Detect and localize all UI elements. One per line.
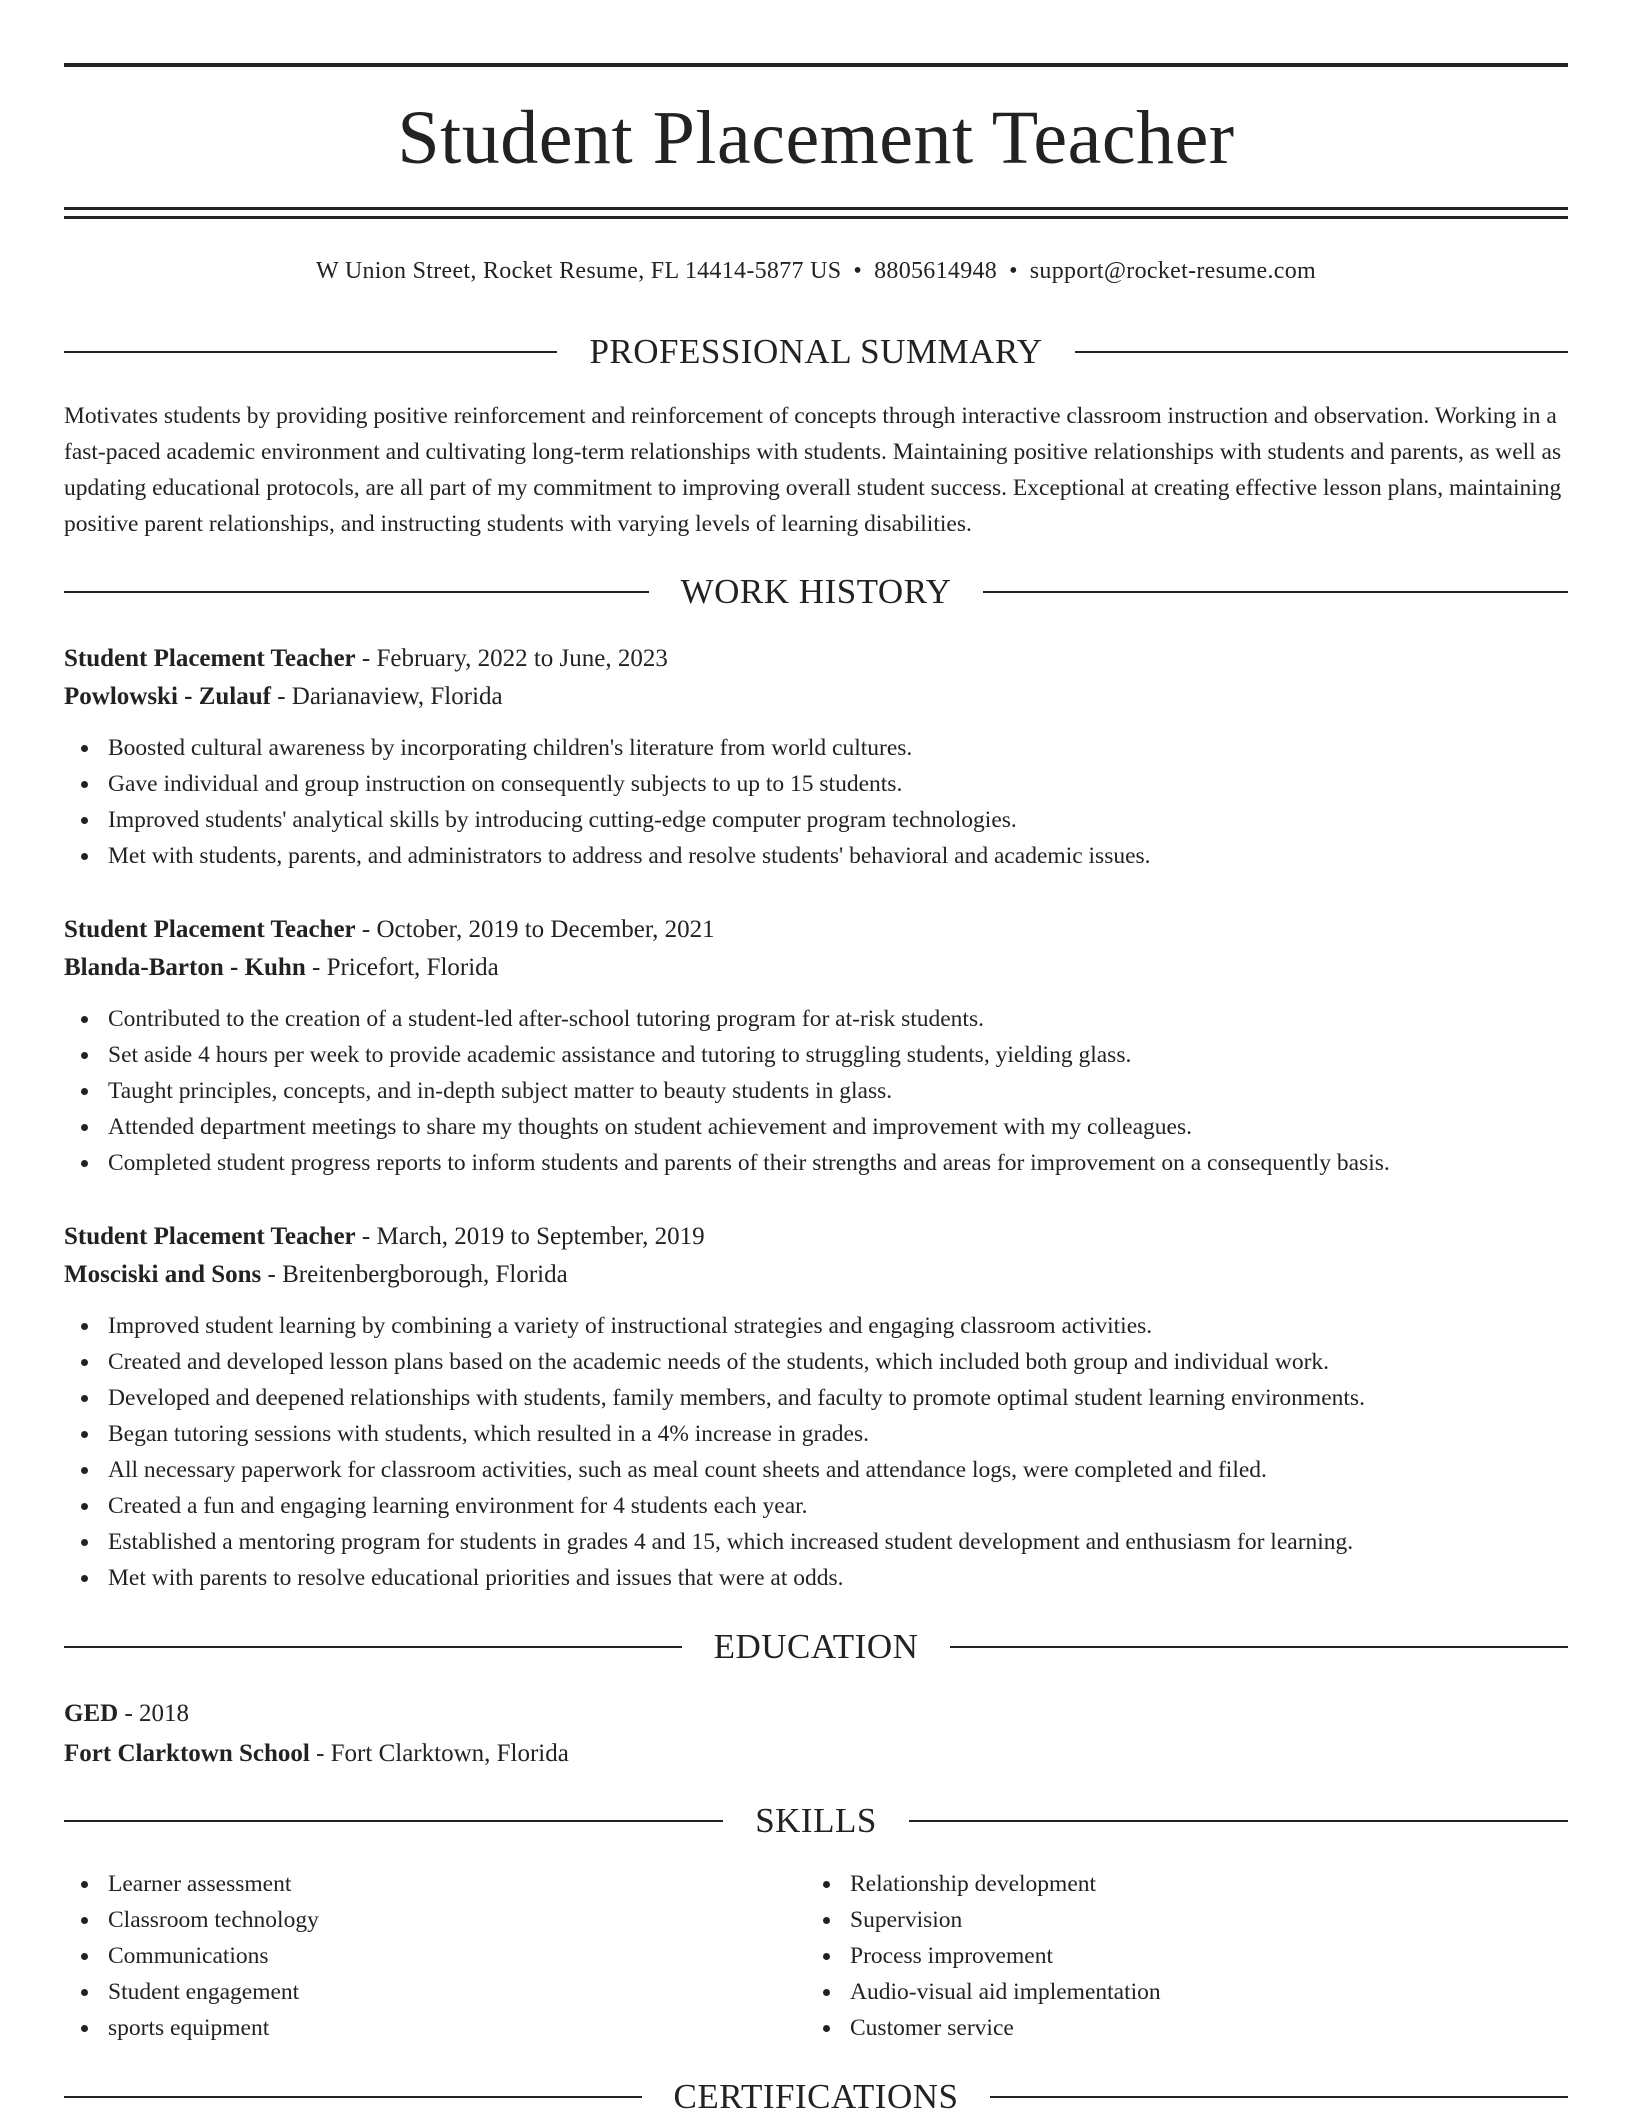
job-entry	[64, 911, 1568, 1181]
heading-rule-right	[983, 591, 1568, 593]
heading-rule-right	[990, 2096, 1568, 2098]
heading-rule-left	[64, 351, 557, 353]
skills-list	[64, 1866, 1568, 2046]
list-item: Began tutoring sessions with students, which resulted in a 4% increase in grades.	[108, 1416, 1568, 1452]
contact-email: support@rocket-resume.com	[1029, 258, 1316, 284]
job-title: Student Placement Teacher	[64, 916, 356, 943]
list-item: Improved student learning by combining a variety of instructional strategies and engaging classroom activities.	[108, 1308, 1568, 1344]
section-heading-work-history	[64, 572, 1568, 612]
list-item: Met with students, parents, and administrators to address and resolve students' behavioral and academic issues.	[108, 838, 1568, 874]
education-year: - 2018	[118, 1700, 190, 1727]
job-location: - Breitenbergborough, Florida	[261, 1261, 568, 1288]
job-title-line	[64, 640, 1568, 678]
section-title: CERTIFICATIONS	[673, 2077, 959, 2116]
education-degree: GED	[64, 1700, 119, 1727]
list-item: Learner assessment	[108, 1866, 806, 1902]
job-company-line	[64, 1256, 1568, 1294]
list-item: Student engagement	[108, 1974, 806, 2010]
list-item: Gave individual and group instruction on consequently subjects to up to 15 students.	[108, 766, 1568, 802]
section-heading-summary	[64, 332, 1568, 372]
heading-rule-left	[64, 1820, 723, 1822]
education-school-line	[64, 1734, 1568, 1774]
list-item: Created and developed lesson plans based on the academic needs of the students, which included both group and individual work.	[108, 1344, 1568, 1380]
list-item: Developed and deepened relationships with students, family members, and faculty to promote optimal student learning environments.	[108, 1380, 1568, 1416]
list-item: Relationship development	[850, 1866, 1548, 1902]
contact-separator: •	[853, 258, 863, 284]
job-bullets	[64, 1001, 1568, 1181]
section-title: PROFESSIONAL SUMMARY	[589, 332, 1043, 371]
job-title: Student Placement Teacher	[64, 645, 356, 672]
resume-name: Student Placement Teacher	[397, 96, 1235, 180]
list-item: Classroom technology	[108, 1902, 806, 1938]
job-location: - Darianaview, Florida	[270, 683, 503, 710]
list-item: Boosted cultural awareness by incorporating children's literature from world cultures.	[108, 730, 1568, 766]
heading-rule-left	[64, 2096, 642, 2098]
list-item: Completed student progress reports to inform students and parents of their strengths and areas for improvement on a consequently basis.	[108, 1145, 1568, 1181]
list-item: Attended department meetings to share my thoughts on student achievement and improvement with my colleagues.	[108, 1109, 1568, 1145]
list-item: Met with parents to resolve educational priorities and issues that were at odds.	[108, 1560, 1568, 1596]
list-item: Supervision	[850, 1902, 1548, 1938]
section-title: WORK HISTORY	[680, 572, 952, 611]
summary-paragraph: Motivates students by providing positive reinforcement and reinforcement of concepts through interactive classroom instruction and observation. Working in a fast-paced academic environment and cultivating long-term relationships with students. Maintaining positive relationships with students and parents, as well as updating educational protocols, are all part of my commitment to improving overall student success. Exceptional at creating effective lesson plans, maintaining positive parent relationships, and instructing students with varying levels of learning disabilities.	[64, 403, 1562, 537]
section-title: SKILLS	[755, 1801, 877, 1840]
skills-column-right	[806, 1866, 1548, 2046]
contact-separator: •	[1009, 258, 1018, 284]
job-company: Powlowski - Zulauf	[64, 683, 271, 710]
skills-bullets	[806, 1866, 1548, 2046]
section-heading-skills	[64, 1801, 1568, 1841]
job-dates: - March, 2019 to September, 2019	[355, 1223, 705, 1250]
job-bullets	[64, 730, 1568, 874]
header-top-rule	[64, 63, 1568, 67]
section-title: EDUCATION	[713, 1627, 919, 1666]
job-company-line	[64, 678, 1568, 716]
section-heading-education	[64, 1627, 1568, 1667]
education-location: - Fort Clarktown, Florida	[309, 1740, 569, 1767]
job-title-line	[64, 911, 1568, 949]
list-item: Customer service	[850, 2010, 1548, 2046]
skills-bullets	[64, 1866, 806, 2046]
job-bullets	[64, 1308, 1568, 1596]
list-item: Taught principles, concepts, and in-depth subject matter to beauty students in glass.	[108, 1073, 1568, 1109]
contact-phone: 8805614948	[874, 258, 998, 284]
education-degree-line	[64, 1694, 1568, 1734]
list-item: All necessary paperwork for classroom activities, such as meal count sheets and attendance logs, were completed and filed.	[108, 1452, 1568, 1488]
job-title: Student Placement Teacher	[64, 1223, 356, 1250]
list-item: Improved students' analytical skills by introducing cutting-edge computer program technologies.	[108, 802, 1568, 838]
heading-rule-right	[909, 1820, 1568, 1822]
list-item: Created a fun and engaging learning environment for 4 students each year.	[108, 1488, 1568, 1524]
list-item: Set aside 4 hours per week to provide academic assistance and tutoring to struggling students, yielding glass.	[108, 1037, 1568, 1073]
heading-rule-right	[1075, 351, 1568, 353]
list-item: Process improvement	[850, 1938, 1548, 1974]
skills-column-left	[64, 1866, 806, 2046]
list-item: Audio-visual aid implementation	[850, 1974, 1548, 2010]
list-item: Contributed to the creation of a student-led after-school tutoring program for at-risk students.	[108, 1001, 1568, 1037]
contact-address: W Union Street, Rocket Resume, FL 14414-5877 US	[316, 258, 842, 284]
heading-rule-left	[64, 591, 649, 593]
job-entry	[64, 640, 1568, 874]
job-company-line	[64, 949, 1568, 987]
education-entry	[64, 1694, 1568, 1774]
job-company: Blanda-Barton - Kuhn	[64, 954, 306, 981]
header-double-rule	[64, 207, 1568, 219]
heading-rule-left	[64, 1646, 682, 1648]
list-item: sports equipment	[108, 2010, 806, 2046]
job-title-line	[64, 1218, 1568, 1256]
job-location: - Pricefort, Florida	[305, 954, 499, 981]
job-company: Mosciski and Sons	[64, 1261, 262, 1288]
job-dates: - October, 2019 to December, 2021	[355, 916, 715, 943]
education-school: Fort Clarktown School	[64, 1740, 310, 1767]
heading-rule-right	[950, 1646, 1568, 1648]
contact-line	[64, 254, 1568, 288]
list-item: Established a mentoring program for students in grades 4 and 15, which increased student development and enthusiasm for learning.	[108, 1524, 1568, 1560]
job-entry	[64, 1218, 1568, 1596]
section-heading-certifications	[64, 2077, 1568, 2117]
job-dates: - February, 2022 to June, 2023	[355, 645, 668, 672]
list-item: Communications	[108, 1938, 806, 1974]
